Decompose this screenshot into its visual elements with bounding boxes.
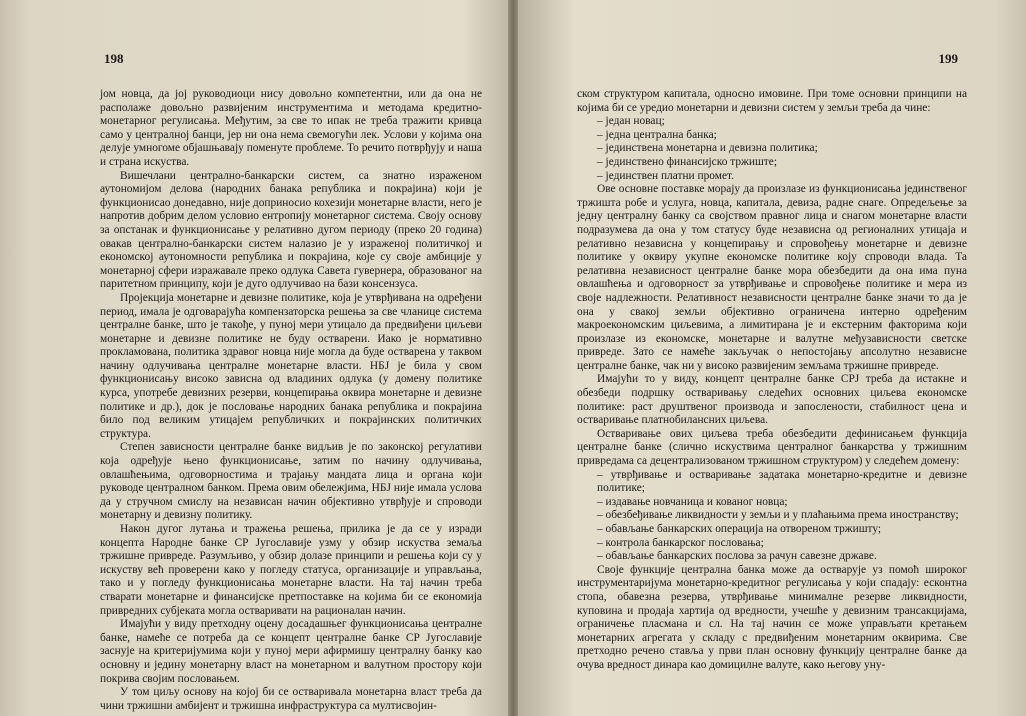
list-item: – јединствен платни промет.: [577, 170, 967, 184]
right-page-text: [577, 88, 967, 673]
paragraph: Имајући у виду претходну оцену досадашњег функционисања централне банке, намеће се потреба да се концепт централне банке СР Југославије заснује на критеријумима који у пуној мери афирмишу централну банку као основну и једину монетарну власт на монетарном и валутном простору који покрива својим пословањем.: [100, 618, 482, 685]
left-page: [0, 0, 512, 716]
functions-list: [577, 469, 967, 564]
right-page: [514, 0, 1026, 716]
page-number-right: 199: [938, 51, 958, 66]
list-item: – јединствена монетарна и девизна политика;: [577, 142, 967, 156]
paragraph: ском структуром капитала, односно имовине. При томе основни принципи на којима би се уредио монетарни и девизни систем у земљи треба да чине:: [577, 88, 967, 114]
list-item: – издавање новчаница и кованог новца;: [577, 496, 967, 510]
list-item: – обезбеђивање ликвидности у земљи и у плаћањима према иностранству;: [577, 509, 967, 523]
paragraph: Ове основне поставке морају да произлазе из функционисања јединственог тржишта робе и услуга, новца, капитала, девиза, радне снаге. Опредељење за једну централну банку са својством правног лица и снагом монетарне власти подразумева да она у том статусу буде независна од регионалних утицаја и релативно независна у концепирању и спровођењу монетарне и девизне политике у оквиру укупне економске политике коју спроводи влада. Та релативна независност централне банке мора обезбедити да она има пуна овлашћења и одговорност за утврђивање и спровођење политике и мера из своје надлежности. Релативност независности централне банке значи то да је она у свакој земљи објективно ограничена интерно одређеним макроекономским циљевима, а лимитирана је и екстерним факторима који произлазе из економске, монетарне и валутне међузависности светске привреде. Зато се намеће закључак о непостојању апсолутно независне централне банке, чак ни у високо развијеним земљама тржишне привреде.: [577, 183, 967, 372]
list-item: – јединствено финансијско тржиште;: [577, 156, 967, 170]
list-item: – обављање банкарских послова за рачун савезне државе.: [577, 550, 967, 564]
paragraph: Своје функције централна банка може да остварује уз помоћ широког инструментаријума монетарно-кредитног регулисања у који спадају: есконтна стопа, обавезна резерва, утврђивање минималне резерве ликвидности, куповина и продаја хартија од вредности, учешће у девизним трансакцијама, ограничење пласмана и сл. На тај начин се може управљати кретањем монетарних агрегата у складу с предвиђеним монетарним оквирима. Све претходно речено ставља у први план основну функцију централне банке да очува вредност динара као домицилне валуте, како његову уну-: [577, 563, 967, 671]
list-item: – утврђивање и остваривање задатака монетарно-кредитне и девизне политике;: [577, 469, 967, 496]
list-item: – контрола банкарског пословања;: [577, 537, 967, 551]
paragraph: Након дугог лутања и тражења решења, прилика је да се у изради концепта Народне банке СР Југославије узму у обзир искуства земаља тржишне привреде. Разумљиво, у обзир долазе принципи и решења који су у искуству већ проверени како у погледу статуса, организације и управљања, тако и у погледу функционисања монетарне власти. На тај начин треба стварати монетарне и финансијске претпоставке на којима би се економија привредних субјеката могла остваривати на рационалан начин.: [100, 523, 482, 617]
list-item: – једна централна банка;: [577, 129, 967, 143]
paragraph: Степен зависности централне банке видљив је по законској регулативи која одређује њено функционисање, затим по начину одлучивања, овлашћењима, одговорностима и трајању мандата лица и органа који руководе централном банком. Према овим обележјима, НБЈ није имала услова да у стручном смислу на независан начин објективно утврђује и спроводи монетарну и девизну политику.: [100, 441, 482, 522]
principles-list: [577, 115, 967, 183]
paragraph: Имајући то у виду, концепт централне банке СРЈ треба да истакне и обезбеди подршку остваривању следећих основних циљева економске политике: раст друштвеног производа и запослености, стабилност цена и остваривање платнобилансних циљева.: [577, 373, 967, 427]
paragraph: Вишечлани централно-банкарски систем, са знатно израженом аутономијом делова (народних банака република и покрајина) који је функционисао донедавно, није доприносио кохезији монетарне власти, него је напротив добрим делом условио ентропију монетарног система. Своју основу за опстанак и функционисање у релативно дугом периоду (преко 20 година) овакав централно-банкарски систем налазио је у израженој политичкој и економској аутономности република и покрајина, које су своје амбиције у монетарној сфери изражавале преко одлука Савета гувернера, образованог на паритетном принципу, који је дуго одлучивао на бази консензуса.: [100, 169, 482, 291]
page-number-left: 198: [104, 51, 124, 66]
paragraph: јом новца, да јој руководиоци нису довољно компетентни, или да она не располаже довољно развијеним инструментима и методама кредитно-монетарног регулисања. Међутим, за све то ипак не треба тражити кривца само у централној банци, јер ни она нема свемогући лек. Услови у којима она делује умногоме објашњавају поменуте проблеме. То речито потврђују и наша и страна искуства.: [100, 88, 482, 168]
list-item: – један новац;: [577, 115, 967, 129]
list-item: – обављање банкарских операција на отвореном тржишту;: [577, 523, 967, 537]
paragraph: У том циљу основу на којој би се остваривала монетарна власт треба да чини тржишни амбијент и тржишна инфраструктура са мултисвојин-: [100, 686, 482, 712]
left-page-text: [100, 88, 482, 713]
paragraph: Остваривање ових циљева треба обезбедити дефинисањем функција централне банке (слично искуствима централног банкарства у тржишним привредама са децентрализованом тржишном структуром) у следећем домену:: [577, 427, 967, 468]
paragraph: Пројекција монетарне и девизне политике, која је утврђивана на одређени период, имала је одговарајућа компензаторска решења за све чланице система централне банке, што је такође, у пуној мери утицало да предвиђени циљеви монетарне и девизне политике не буду остварени. Иако је нормативно прокламована, политика здравог новца није могла да буде остварена у таквом начину одлучивања централне монетарне власти. НБЈ је била у свом функционисању високо зависна од владиних одлука (у домену политике курса, употребе девизних резерви, концепирања оквира монетарне и девизне политике и др.), док је пословање народних банака република и покрајина било под великим утицајем републичких и покрајинских политичких структура.: [100, 291, 482, 440]
